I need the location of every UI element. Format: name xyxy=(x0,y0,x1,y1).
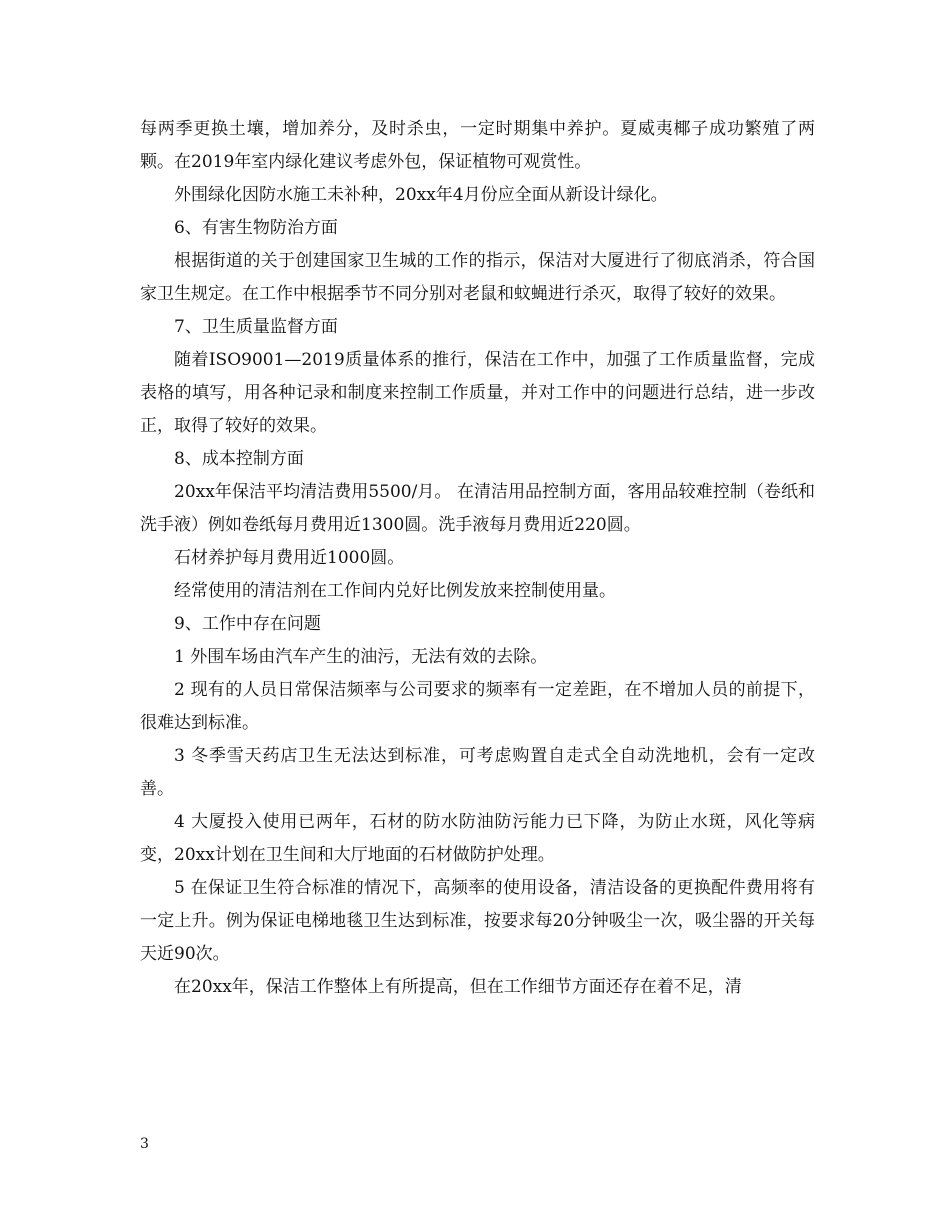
paragraph-8: 石材养护每月费用近1000圆。 xyxy=(174,548,405,568)
issue-item-2: 2 现有的人员日常保洁频率与公司要求的频率有一定差距，在不增加人员的前提下，很难达到标准。 xyxy=(140,680,815,733)
paragraph-5: 随着ISO9001—2019质量体系的推行，保洁在工作中，加强了工作质量监督，完成表格的填写，用各种记录和制度来控制工作质量，并对工作中的问题进行总结，进一步改正，取得了较好的效果。 xyxy=(140,350,815,436)
paragraph-9: 经常使用的清洁剂在工作间内兑好比例发放来控制使用量。 xyxy=(174,581,616,601)
issue-item-1: 1 外围车场由汽车产生的油污，无法有效的去除。 xyxy=(174,647,548,667)
document-body xyxy=(140,113,815,1004)
paragraph-3: 根据街道的关于创建国家卫生城的工作的指示，保洁对大厦进行了彻底消杀，符合国家卫生规定。在工作中根据季节不同分别对老鼠和蚊蝇进行杀灭，取得了较好的效果。 xyxy=(140,251,815,304)
paragraph-7: 20xx年保洁平均清洁费用5500/月。 在清洁用品控制方面，客用品较难控制（卷纸和洗手液）例如卷纸每月费用近1300圆。洗手液每月费用近220圆。 xyxy=(140,482,815,535)
paragraph-1: 外围绿化因防水施工未补种，20xx年4月份应全面从新设计绿化。 xyxy=(174,185,668,205)
issue-item-4: 4 大厦投入使用已两年，石材的防水防油防污能力已下降，为防止水斑，风化等病变，20xx计划在卫生间和大厅地面的石材做防护处理。 xyxy=(140,812,815,865)
paragraph-16: 在20xx年，保洁工作整体上有所提高，但在工作细节方面还存在着不足，清 xyxy=(174,977,742,997)
section-heading-9: 9、工作中存在问题 xyxy=(174,614,321,634)
section-heading-8: 8、成本控制方面 xyxy=(174,449,304,469)
page-number: 3 xyxy=(140,1136,149,1152)
section-heading-7: 7、卫生质量监督方面 xyxy=(174,317,338,337)
issue-item-5: 5 在保证卫生符合标准的情况下，高频率的使用设备，清洁设备的更换配件费用将有一定上升。例为保证电梯地毯卫生达到标准，按要求每20分钟吸尘一次，吸尘器的开关每天近90次。 xyxy=(140,878,815,964)
section-heading-6: 6、有害生物防治方面 xyxy=(174,218,338,238)
issue-item-3: 3 冬季雪天药店卫生无法达到标准，可考虑购置自走式全自动洗地机，会有一定改善。 xyxy=(140,746,815,799)
paragraph-0: 每两季更换土壤，增加养分，及时杀虫，一定时期集中养护。夏威夷椰子成功繁殖了两颗。在2019年室内绿化建议考虑外包，保证植物可观赏性。 xyxy=(140,119,815,172)
